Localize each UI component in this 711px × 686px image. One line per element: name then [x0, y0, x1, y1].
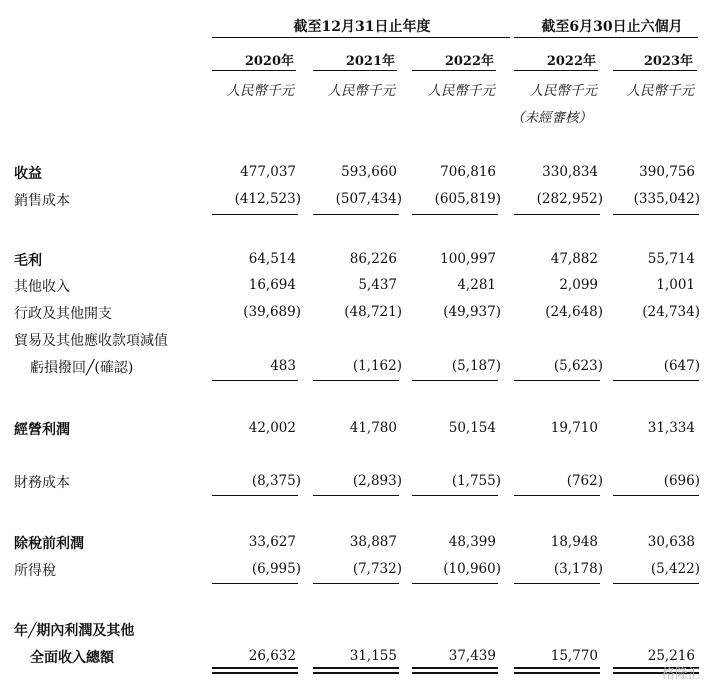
table-cell: 86,226	[349, 251, 397, 267]
subtotal-rule	[212, 583, 298, 584]
row-label-revenue: 收益	[14, 166, 42, 182]
col-underline	[313, 70, 397, 71]
group-underline-annual	[212, 37, 510, 38]
subtotal-rule	[313, 380, 399, 381]
col-year-2020: 2020年	[244, 54, 294, 69]
row-label-impairment-reversal: 虧損撥回╱(確認)	[30, 360, 134, 376]
table-cell: (507,434)	[335, 191, 402, 207]
table-cell: 25,216	[647, 648, 695, 664]
col-unit: 人民幣千元	[327, 83, 395, 99]
table-cell: 483	[270, 358, 296, 374]
subtotal-rule	[412, 583, 498, 584]
table-cell: (24,734)	[642, 304, 700, 320]
table-cell: 50,154	[448, 420, 496, 436]
table-cell: 41,780	[349, 420, 397, 436]
table-cell: 48,399	[448, 534, 496, 550]
table-cell: (696)	[663, 473, 700, 489]
subtotal-rule	[514, 380, 600, 381]
subtotal-rule	[514, 495, 600, 496]
row-label-operating-profit: 經營利潤	[14, 422, 70, 438]
table-cell: 31,334	[647, 420, 695, 436]
col-unit: 人民幣千元	[427, 83, 495, 99]
total-double-rule	[412, 667, 498, 674]
row-label-other-income: 其他收入	[14, 279, 70, 295]
table-cell: (762)	[566, 473, 603, 489]
table-cell: (647)	[663, 358, 700, 374]
subtotal-rule	[514, 583, 600, 584]
subtotal-rule	[514, 214, 600, 215]
subtotal-rule	[313, 214, 399, 215]
group-header-interim: 截至6月30日止六個月	[541, 19, 683, 35]
col-unit: 人民幣千元	[529, 83, 597, 99]
table-cell: 42,002	[248, 420, 296, 436]
table-cell: 4,281	[457, 277, 496, 293]
col-underline	[212, 70, 296, 71]
table-cell: (24,648)	[545, 304, 603, 320]
subtotal-rule	[412, 214, 498, 215]
subtotal-rule	[212, 380, 298, 381]
table-cell: 1,001	[656, 277, 695, 293]
col-underline	[412, 70, 496, 71]
table-cell: (412,523)	[234, 191, 301, 207]
table-cell: (335,042)	[633, 191, 700, 207]
table-cell: (282,952)	[536, 191, 603, 207]
table-cell: 26,632	[248, 648, 296, 664]
table-cell: 18,948	[550, 534, 598, 550]
table-cell: 706,816	[440, 164, 496, 180]
table-cell: (6,995)	[251, 561, 301, 577]
total-double-rule	[514, 667, 600, 674]
subtotal-rule	[313, 583, 399, 584]
table-cell: 31,155	[349, 648, 397, 664]
row-label-income-tax: 所得稅	[14, 563, 56, 579]
row-label-finance-costs: 財務成本	[14, 475, 70, 491]
col-unit: 人民幣千元	[226, 83, 294, 99]
table-cell: (3,178)	[553, 561, 603, 577]
col-year-2021: 2021年	[345, 54, 395, 69]
col-year-2022: 2022年	[444, 54, 494, 69]
table-cell: (5,422)	[650, 561, 700, 577]
subtotal-rule	[212, 495, 298, 496]
row-label-gross-profit: 毛利	[14, 253, 42, 269]
subtotal-rule	[613, 214, 699, 215]
table-cell: (1,162)	[352, 358, 402, 374]
subtotal-rule	[212, 214, 298, 215]
col-unaudited-note: （未經審核）	[511, 110, 592, 126]
table-cell: (605,819)	[434, 191, 501, 207]
row-label-impairment: 貿易及其他應收款項減值	[14, 333, 168, 349]
subtotal-rule	[613, 583, 699, 584]
table-cell: 33,627	[248, 534, 296, 550]
table-cell: (39,689)	[243, 304, 301, 320]
subtotal-rule	[613, 380, 699, 381]
table-cell: (8,375)	[251, 473, 301, 489]
table-cell: 5,437	[358, 277, 397, 293]
table-cell: (1,755)	[451, 473, 501, 489]
subtotal-rule	[412, 495, 498, 496]
table-cell: 15,770	[550, 648, 598, 664]
table-cell: (7,732)	[352, 561, 402, 577]
subtotal-rule	[313, 495, 399, 496]
group-header-annual: 截至12月31日止年度	[293, 19, 431, 35]
row-label-admin-expenses: 行政及其他開支	[14, 306, 112, 322]
table-cell: 593,660	[341, 164, 397, 180]
table-cell: (5,187)	[451, 358, 501, 374]
table-cell: 100,997	[440, 251, 496, 267]
row-label-cost-of-sales: 銷售成本	[14, 193, 70, 209]
table-cell: 30,638	[647, 534, 695, 550]
table-cell: 390,756	[639, 164, 695, 180]
table-cell: (48,721)	[344, 304, 402, 320]
row-label-profit-before-tax: 除稅前利潤	[14, 536, 84, 552]
subtotal-rule	[613, 495, 699, 496]
total-double-rule	[313, 667, 399, 674]
table-cell: 330,834	[542, 164, 598, 180]
table-cell: (49,937)	[443, 304, 501, 320]
table-cell: (10,960)	[443, 561, 501, 577]
watermark-logo: 格隆汇	[661, 667, 701, 682]
row-label-profit-and-comprehensive: 年╱期內利潤及其他	[14, 623, 135, 639]
table-cell: 37,439	[448, 648, 496, 664]
col-year-2022-interim: 2022年	[546, 54, 596, 69]
subtotal-rule	[412, 380, 498, 381]
table-cell: 47,882	[550, 251, 598, 267]
col-underline	[514, 70, 598, 71]
total-double-rule	[212, 667, 298, 674]
table-cell: 16,694	[248, 277, 296, 293]
table-cell: (2,893)	[352, 473, 402, 489]
table-cell: 19,710	[550, 420, 598, 436]
row-label-total-comprehensive-income: 全面收入總額	[30, 650, 114, 666]
table-cell: (5,623)	[553, 358, 603, 374]
table-cell: 38,887	[349, 534, 397, 550]
table-cell: 2,099	[559, 277, 598, 293]
col-year-2023-interim: 2023年	[643, 54, 693, 69]
table-cell: 477,037	[240, 164, 296, 180]
table-cell: 55,714	[647, 251, 695, 267]
col-underline	[613, 70, 697, 71]
group-underline-interim	[514, 37, 698, 38]
col-unit: 人民幣千元	[626, 83, 694, 99]
table-cell: 64,514	[248, 251, 296, 267]
